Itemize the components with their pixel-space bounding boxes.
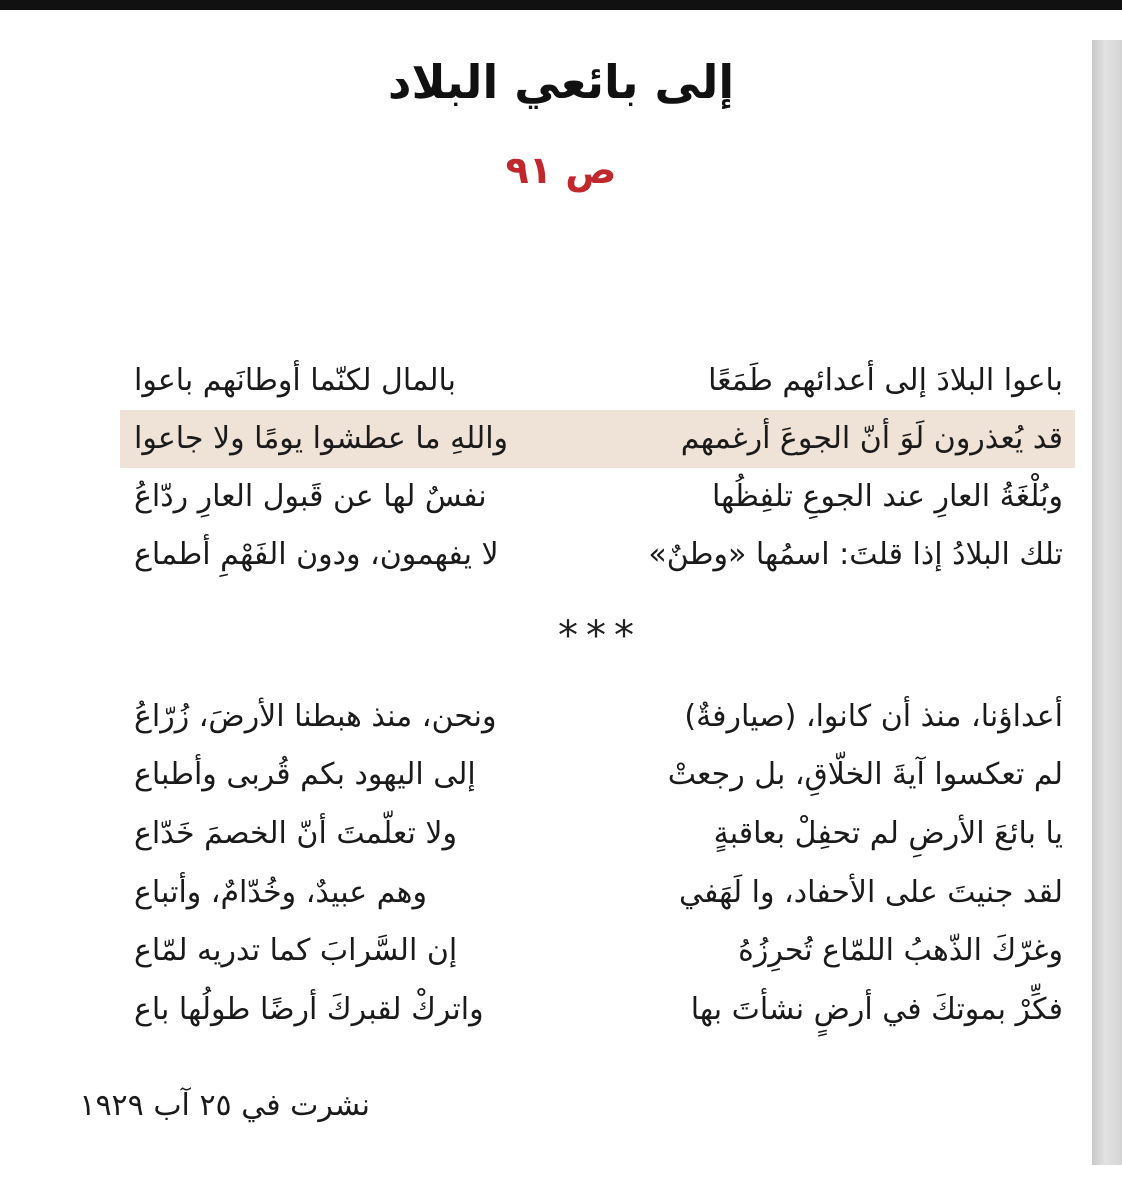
verse-line: [120, 864, 1075, 922]
verse-first-hemistich: يا بائعَ الأرضِ لم تحفِلْ بعاقبةٍ: [713, 816, 1063, 851]
verse-first-hemistich: فكِّرْ بموتكَ في أرضٍ نشأتَ بها: [690, 992, 1063, 1027]
verse-second-hemistich: واتركْ لقبركَ أرضًا طولُها باع: [134, 992, 484, 1027]
verse-line-highlighted: [120, 410, 1075, 468]
verse-first-hemistich: أعداؤنا، منذ أن كانوا، (صيارفةٌ): [684, 699, 1063, 734]
verse-second-hemistich: إلى اليهود بكم قُربى وأطباع: [134, 757, 476, 792]
verse-first-hemistich: لقد جنيتَ على الأحفاد، وا لَهَفي: [678, 875, 1063, 910]
verse-line: [120, 805, 1075, 863]
verse-line: [120, 468, 1075, 526]
stanza-separator: ***: [558, 613, 642, 659]
verse-second-hemistich: وهم عبيدٌ، وخُدّامٌ، وأتباع: [134, 875, 427, 910]
verse-line: [120, 981, 1075, 1039]
verse-second-hemistich: واللهِ ما عطشوا يومًا ولا جاعوا: [134, 421, 509, 456]
verse-line: [120, 526, 1075, 584]
poem-title: إلى بائعي البلاد: [387, 55, 735, 109]
page-reference: ص ٩١: [505, 148, 617, 192]
verse-second-hemistich: نفسٌ لها عن قَبول العارِ ردّاعُ: [134, 479, 487, 514]
verse-line: [120, 922, 1075, 980]
verse-second-hemistich: بالمال لكنّما أوطانَهم باعوا: [134, 363, 456, 398]
page-edge-strip: [1092, 40, 1122, 1165]
publication-note: نشرت في ٢٥ آب ١٩٢٩: [79, 1088, 370, 1123]
top-bar: [0, 0, 1122, 10]
verse-first-hemistich: تلك البلادُ إذا قلتَ: اسمُها «وطنٌ»: [648, 537, 1063, 572]
verse-first-hemistich: وغرّكَ الذّهبُ اللمّاع تُحرِزُهُ: [738, 933, 1063, 968]
verse-second-hemistich: لا يفهمون، ودون الفَهْمِ أطماع: [134, 537, 499, 572]
verse-line: [120, 746, 1075, 804]
verse-line: [120, 352, 1075, 410]
verse-second-hemistich: ولا تعلّمتَ أنّ الخصمَ خَدّاع: [134, 816, 458, 851]
verse-second-hemistich: ونحن، منذ هبطنا الأرضَ، زُرّاعُ: [134, 699, 497, 734]
verse-first-hemistich: لم تعكسوا آيةَ الخلّاقِ، بل رجعتْ: [667, 757, 1063, 792]
verse-first-hemistich: قد يُعذرون لَوَ أنّ الجوعَ أرغمهم: [680, 421, 1063, 456]
verse-line: [120, 688, 1075, 746]
verse-first-hemistich: وبُلْغَةُ العارِ عند الجوعِ تلفِظُها: [711, 479, 1063, 514]
verse-second-hemistich: إن السَّرابَ كما تدريه لمّاع: [134, 933, 458, 968]
verse-first-hemistich: باعوا البلادَ إلى أعدائهم طَمَعًا: [708, 363, 1063, 398]
